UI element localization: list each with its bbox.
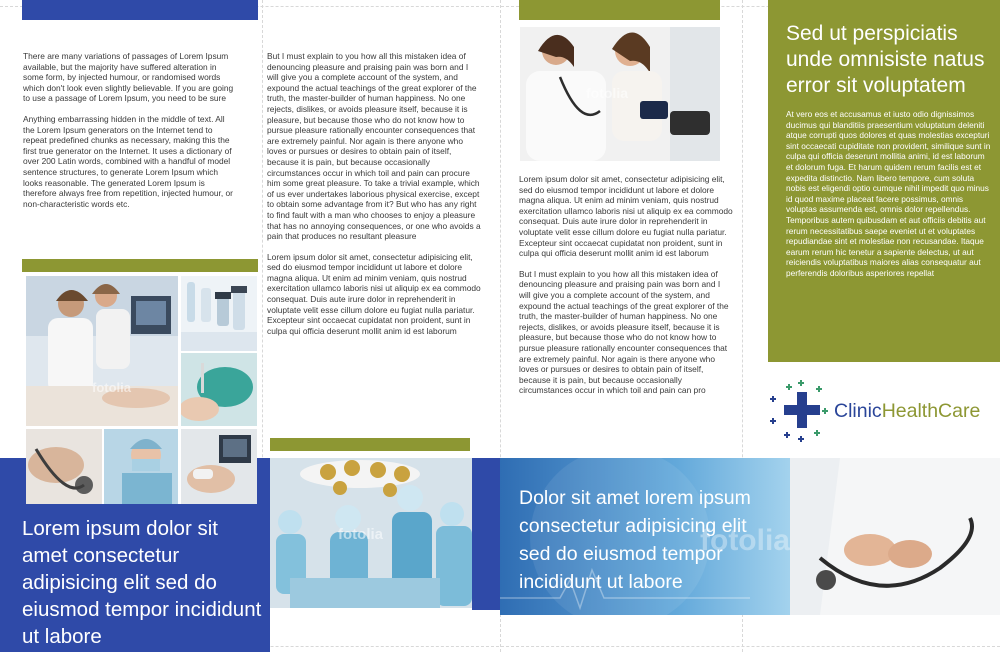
logo-word-clinic: Clinic <box>834 400 882 422</box>
doctors-ultrasound-photo <box>26 276 178 426</box>
col1-paragraph-1: There are many variations of passages of Lorem Ipsum available, but the majority have suffered alteration in some form, by injected humour, or randomised words which don't look even slightly believable. If you are going to use a passage of Lorem Ipsum, you need to be sure <box>23 51 234 104</box>
col1-cover-panel <box>0 504 270 652</box>
ultrasound-scan-photo <box>181 429 257 504</box>
stethoscope-hands-photo <box>26 429 102 504</box>
glove-injection-photo <box>181 353 257 426</box>
col2-olive-bar <box>270 438 470 451</box>
medical-cross-icon <box>768 376 832 446</box>
col2-paragraph-1: But I must explain to you how all this mistaken idea of denouncing pleasure and praising pain was born and I will give you a complete account of the system, and expound the actual teachings of the great explorer of the truth, the master-builder of human happiness. No one rejects, dislikes, or avoids pleasure itself, because it is pleasure, but because those who do not know how to pursue pleasure rationally encounter consequences that are extremely painful. Nor again is there anyone who loves or pursues or desires to obtain pain of itself, because it is pain, but because occasionally circumstances occur in which toil and pain can procure him some great pleasure. To take a trivial example, which of us ever undertakes laborious physical exercise, except to obtain some advantage from it? But who has any right to find fault with a man who chooses to enjoy a pleasure that has no annoying consequences, or one who avoids a pain that produces no resultant pleasure <box>267 51 481 242</box>
col2-text <box>267 51 481 336</box>
doctor-stethoscope-banner <box>500 458 1000 615</box>
col3-text <box>519 174 733 396</box>
watermark: fotolia <box>338 526 383 543</box>
col3-top-bar <box>519 0 720 20</box>
watermark: fotolia <box>586 85 628 101</box>
col4-body: At vero eos et accusamus et iusto odio dignissimos ducimus qui blanditiis praesentium voluptatum deleniti atque corrupti quos dolores et quas molestias excepturi sint occaecati cupiditate non provident, similique sunt in culpa qui officia deserunt mollitia animi, id est laborum et dolorum fuga. Et harum quidem rerum facilis est et expedita distinctio. Nam libero tempore, cum soluta nobis est eligendi optio cumque nihil impedit quo minus id quod maxime placeat facere possimus, omnis voluptas assumenda est, omnis dolor repellendus. Temporibus autem quibusdam et aut officiis debitis aut rerum necessitatibus saepe eveniet ut et voluptates repudiandae sint et molestiae non recusandae. Itaque earum rerum hic tenetur a sapiente delectus, ut aut reiciendis voluptatibus maiores alias consequatur aut perferendis doloribus asperiores repellat <box>786 109 991 278</box>
doctor-patient-photo <box>520 27 720 161</box>
col3-blue-strip <box>472 458 502 610</box>
col1-text <box>23 51 238 209</box>
col4-olive-panel <box>768 0 1000 362</box>
col4-title: Sed ut perspiciatis unde omnisiste natus error sit voluptatem <box>786 22 985 97</box>
banner-headline: Dolor sit amet lorem ipsum consectetur adipisicing elit sed do eiusmod tempor incididunt ut labore <box>519 487 751 593</box>
col2-paragraph-2: Lorem ipsum dolor sit amet, consectetur adipisicing elit, sed do eiusmod tempor incididunt ut labore et dolore magna aliqua. Ut enim ad minim veniam, quis nostrud exercitation ullamco laboris nisi ut aliquip ex ea commodo consequat. Duis aute irure dolor in reprehenderit in voluptate velit esse cillum dolore eu fugiat nulla pariatur. Excepteur sint occaecat cupidatat non proident, sunt in culpa qui officia deserunt mollit anim id est laborum <box>267 251 481 336</box>
col3-paragraph-1: Lorem ipsum dolor sit amet, consectetur adipisicing elit, sed do eiusmod tempor incididunt ut labore et dolore magna aliqua. Ut enim ad minim veniam, quis nostrud exercitation ullamco laboris nisi ut aliquip ex ea commodo consequat. Duis aute irure dolor in reprehenderit in voluptate velit esse cillum dolore eu fugiat nulla pariatur. Excepteur sint occaecat cupidatat non proident, sunt in culpa qui officia deserunt mollit anim id est laborum <box>519 174 733 259</box>
clinic-logo <box>768 376 1000 448</box>
col1-olive-bar <box>22 259 258 272</box>
cover-headline: Lorem ipsum dolor sit amet consectetur adipisicing elit sed do eiusmod tempor incididunt ut labore <box>22 517 262 648</box>
surgery-team-photo <box>270 458 472 608</box>
col3-paragraph-2: But I must explain to you how all this mistaken idea of denouncing pleasure and praising pain was born and I will give you a complete account of the system, and expound the actual teachings of the great explorer of the truth, the master-builder of human happiness. No one rejects, dislikes, or avoids pleasure itself, because it is pleasure, but because those who do not know how to pursue pleasure rationally encounter consequences that are extremely painful. Nor again is there anyone who loves or pursues or desires to obtain pain of itself, because it is pain, but because occasionally circumstances occur in which toil and pain can pro <box>519 268 729 396</box>
watermark: fotolia <box>700 524 790 557</box>
col1-paragraph-2: Anything embarrassing hidden in the middle of text. All the Lorem Ipsum generators on the Internet tend to repeat predefined chunks as necessary, making this the first true generator on the Internet. It uses a dictionary of over 200 Latin words, combined with a handful of model sentence structures, to generate Lorem Ipsum which looks reasonable. The generated Lorem Ipsum is therefore always free from repetition, injected humour, or non-characteristic words etc. <box>23 113 233 209</box>
watermark: fotolia <box>92 380 131 395</box>
surgeon-photo <box>104 429 178 504</box>
col1-top-bar <box>22 0 258 20</box>
logo-wordmark <box>834 400 980 423</box>
logo-word-healthcare: HealthCare <box>881 400 981 422</box>
vials-photo <box>181 276 257 351</box>
